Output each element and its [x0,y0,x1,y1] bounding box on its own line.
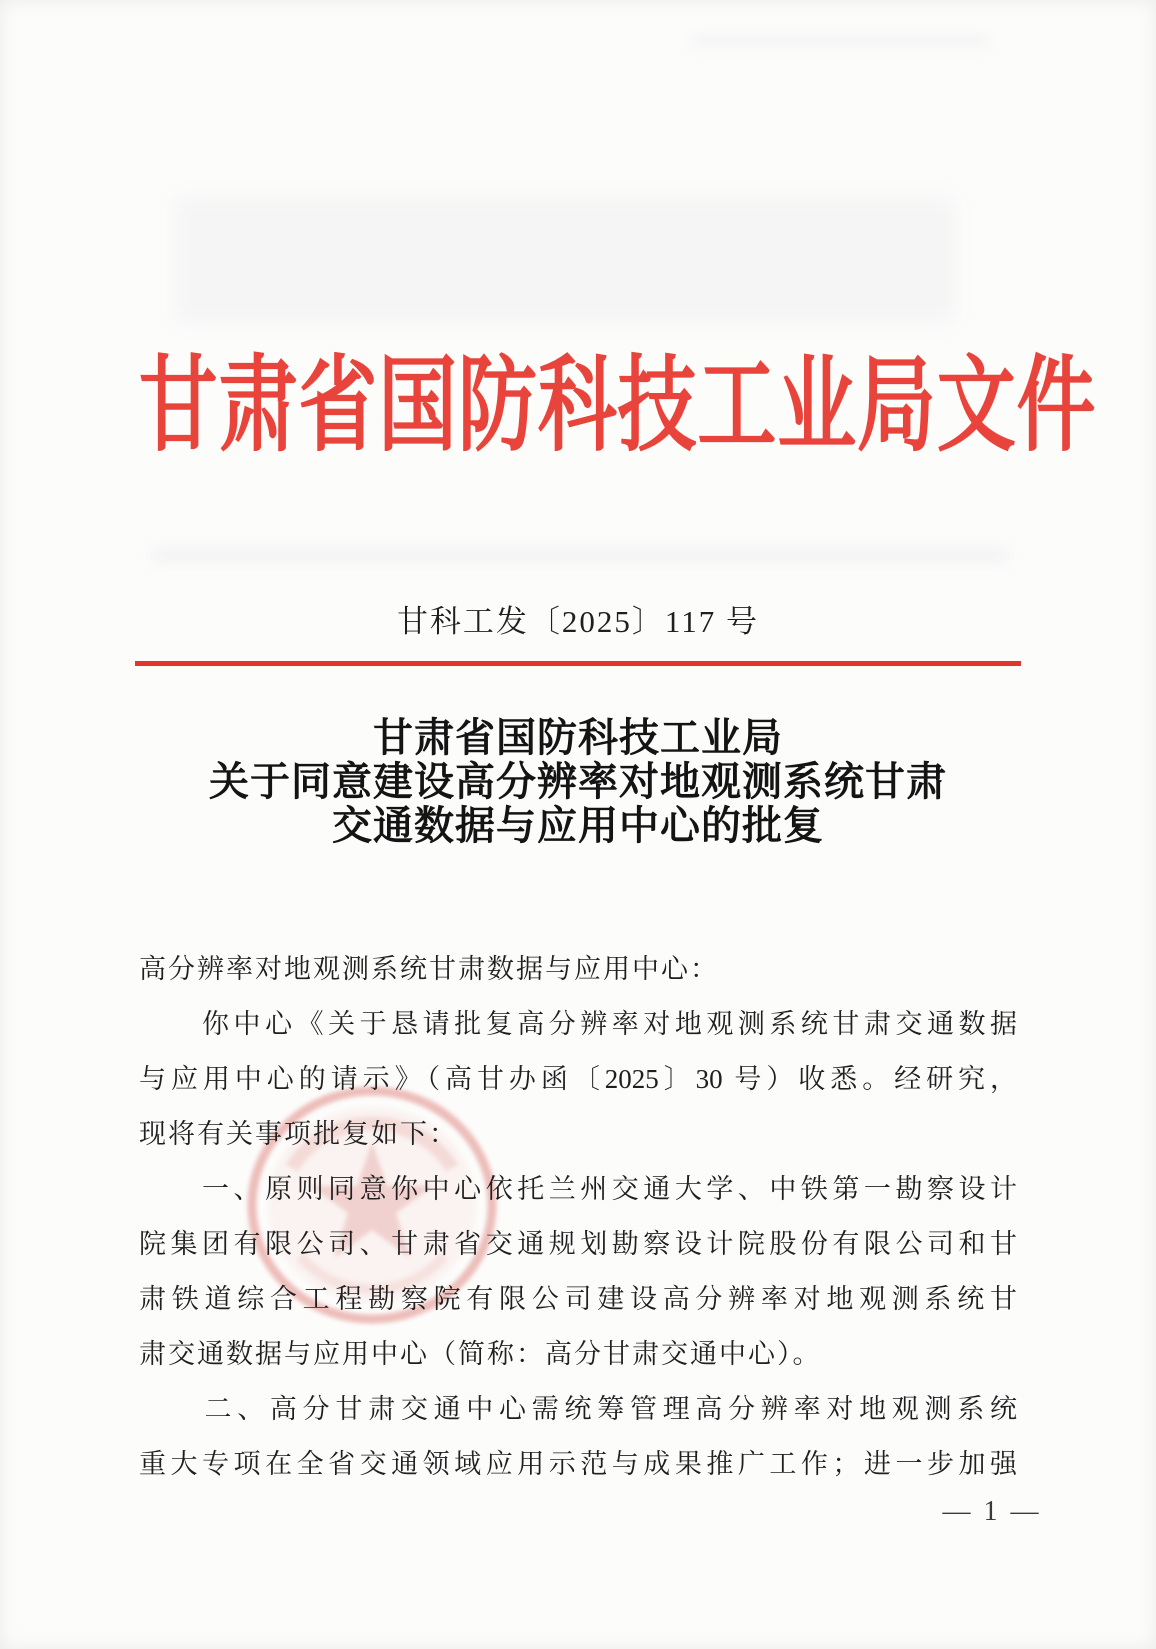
body-line: 院集团有限公司、甘肃省交通规划勘察设计院股份有限公司和甘 [139,1229,1017,1259]
body-line: 现将有关事项批复如下： [139,1119,458,1149]
body-line: 你中心《关于恳请批复高分辨率对地观测系统甘肃交通数据 [139,1009,1017,1039]
body-line: 二、高分甘肃交通中心需统筹管理高分辨率对地观测系统 [139,1394,1017,1424]
document-reference-number: 甘科工发〔2025〕117 号 [396,604,760,639]
body-line: 肃交通数据与应用中心（简称：高分甘肃交通中心）。 [139,1339,822,1369]
body-line: 重大专项在全省交通领域应用示范与成果推广工作；进一步加强 [139,1449,1017,1479]
salutation-line: 高分辨率对地观测系统甘肃数据与应用中心： [139,954,719,984]
body-line: 一、原则同意你中心依托兰州交通大学、中铁第一勘察设计 [139,1174,1017,1204]
letter-body [139,942,1017,1492]
bleed-through-smudge [175,196,955,324]
document-title-line: 甘肃省国防科技工业局 [373,715,783,760]
document-title-line: 关于同意建设高分辨率对地观测系统甘肃 [209,759,947,804]
bleed-through-smudge [690,34,990,48]
body-line: 与应用中心的请示》（高甘办函〔2025〕30 号）收悉。经研究， [139,1064,1017,1094]
bleed-through-smudge [150,545,1010,565]
document-title-line: 交通数据与应用中心的批复 [332,803,824,848]
red-divider-rule [135,661,1021,666]
body-line: 肃铁道综合工程勘察院有限公司建设高分辨率对地观测系统甘 [139,1284,1017,1314]
page-number: — 1 — [942,1496,1042,1527]
agency-masthead-title: 甘肃省国防科技工业局文件 [138,349,1097,464]
document-title [0,716,1156,848]
